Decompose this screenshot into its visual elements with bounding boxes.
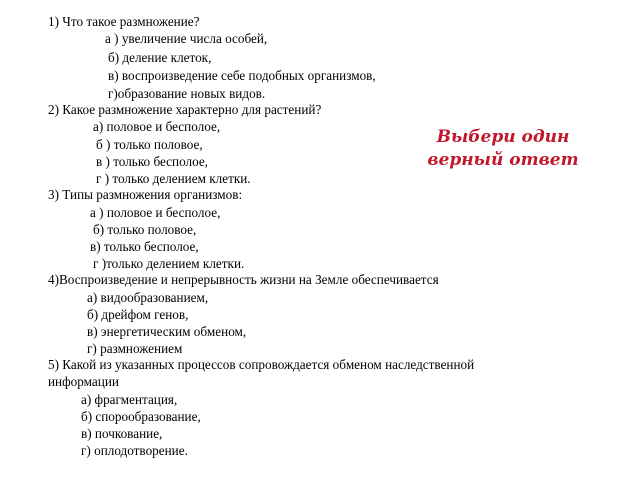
question-1: 1) Что такое размножение? [48, 14, 200, 29]
question-2-option-d: г ) только делением клетки. [96, 171, 251, 186]
question-5-option-d: г) оплодотворение. [81, 443, 188, 458]
question-1-option-a: а ) увеличение числа особей, [105, 31, 268, 46]
question-4: 4)Воспроизведение и непрерывность жизни на Земле обеспечивается [48, 272, 439, 287]
question-5-option-c: в) почкование, [81, 426, 163, 441]
question-5-option-a: а) фрагментация, [81, 392, 178, 407]
question-3-option-c: в) только бесполое, [90, 239, 199, 254]
question-4-option-c: в) энергетическим обменом, [87, 324, 247, 339]
question-5: 5) Какой из указанных процессов сопровождается обменом наследственной информации [48, 357, 475, 389]
question-4-option-b: б) дрейфом генов, [87, 307, 189, 322]
question-2-option-c: в ) только бесполое, [96, 154, 208, 169]
callout-line-2: верный ответ [427, 150, 579, 170]
question-1-option-c: в) воспроизведение себе подобных организмов, [108, 68, 376, 83]
question-3-option-a: а ) половое и бесполое, [90, 205, 221, 220]
question-3: 3) Типы размножения организмов: [48, 187, 243, 202]
callout-line-1: Выбери один [436, 127, 570, 147]
question-1-option-b: б) деление клеток, [108, 50, 212, 65]
question-1-option-d: г)образование новых видов. [108, 86, 266, 101]
question-4-option-a: а) видообразованием, [87, 290, 209, 305]
question-5-option-b: б) спорообразование, [81, 409, 201, 424]
question-3-option-b: б) только половое, [93, 222, 197, 237]
question-2-option-b: б ) только половое, [96, 137, 203, 152]
question-4-option-d: г) размножением [87, 341, 183, 356]
question-3-option-d: г )только делением клетки. [93, 256, 245, 271]
question-2: 2) Какое размножение характерно для растений? [48, 102, 322, 117]
instruction-callout [408, 126, 598, 172]
question-2-option-a: а) половое и бесполое, [93, 119, 221, 134]
